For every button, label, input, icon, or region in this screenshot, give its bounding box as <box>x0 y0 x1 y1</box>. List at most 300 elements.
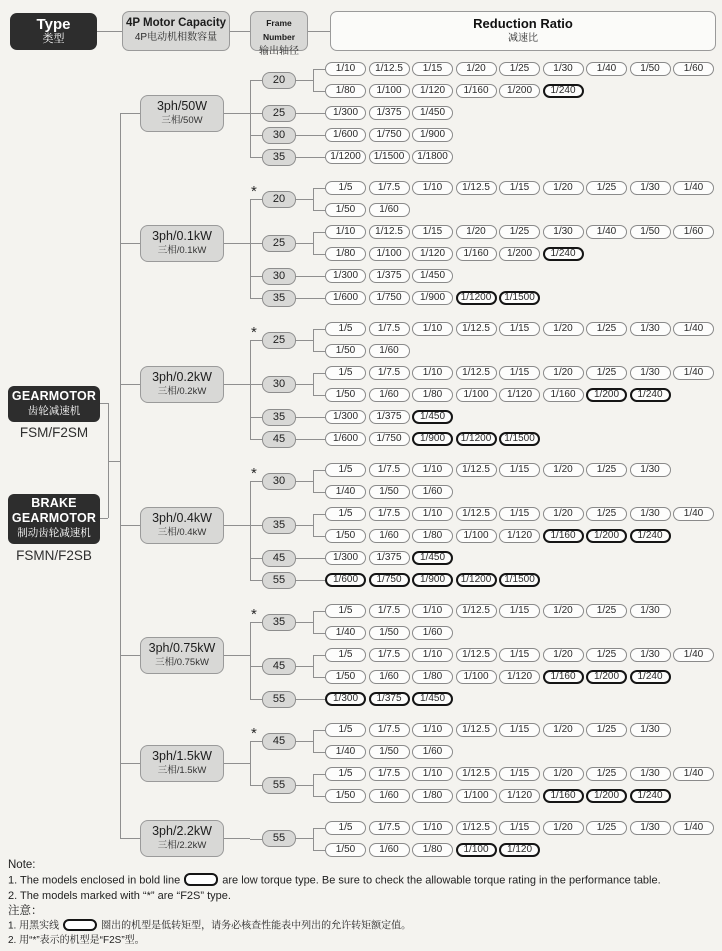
ratio-box: 1/25 <box>586 322 627 336</box>
motor-capacity-box <box>140 507 224 544</box>
frame-ratio-connector <box>296 558 313 559</box>
ratio-box: 1/60 <box>412 626 453 640</box>
ratio-box: 1/20 <box>543 723 584 737</box>
f2s-star-marker: * <box>251 724 257 742</box>
ratio-box: 1/300 <box>325 551 366 565</box>
type-header-label-zh: 类型 <box>42 33 65 45</box>
motor-frame-connector <box>224 763 250 764</box>
ratio-box: 1/7.5 <box>369 181 410 195</box>
motor-capacity-label-zh: 三相/0.4kW <box>157 526 207 538</box>
ratio-row <box>325 322 717 336</box>
ratio-box: 1/12.5 <box>456 322 497 336</box>
header-connector-line <box>230 31 250 32</box>
motor-capacity-label-zh: 三相/0.1kW <box>157 244 207 256</box>
ratio-box: 1/40 <box>673 507 714 521</box>
ratio-box: 1/60 <box>369 344 410 358</box>
ratio-box: 1/80 <box>412 843 453 857</box>
type-trunk-connector <box>108 461 120 462</box>
ratio-box: 1/12.5 <box>456 648 497 662</box>
ratio-box: 1/10 <box>412 463 453 477</box>
frame-ratio-connector <box>296 785 313 786</box>
ratio-box: 1/12.5 <box>456 821 497 835</box>
ratio-box: 1/80 <box>412 670 453 684</box>
ratio-box: 1/25 <box>586 507 627 521</box>
ratio-box: 1/450 <box>412 551 453 565</box>
ratio-box: 1/1500 <box>369 150 410 164</box>
motor-capacity-label: 3ph/0.4kW <box>152 510 212 525</box>
ratio-box: 1/7.5 <box>369 821 410 835</box>
frame-number-box: 25 <box>262 235 296 252</box>
ratio-rows <box>313 648 717 684</box>
ratio-box: 1/200 <box>586 388 627 402</box>
frame-cell <box>262 107 296 120</box>
frame-number-box: 30 <box>262 376 296 393</box>
frame-number-box: 35 <box>262 517 296 534</box>
ratio-rows <box>313 573 543 587</box>
ratio-box: 1/80 <box>325 247 366 261</box>
ratio-box: 1/10 <box>412 322 453 336</box>
frame-number-header-box <box>250 11 308 57</box>
frame-block <box>262 410 717 424</box>
ratio-box: 1/7.5 <box>369 463 410 477</box>
ratio-box: 1/300 <box>325 269 366 283</box>
ratio-box: 1/5 <box>325 648 366 662</box>
motor-group <box>120 604 722 706</box>
ratio-row <box>325 62 717 76</box>
motor-capacity-label: 3ph/0.75kW <box>148 640 216 655</box>
ratio-box: 1/750 <box>369 432 410 446</box>
ratio-box: 1/900 <box>412 432 453 446</box>
reduction-ratio-header-label: Reduction Ratio <box>473 16 573 31</box>
ratio-box: 1/5 <box>325 322 366 336</box>
motor-group <box>120 723 722 803</box>
ratio-box: 1/240 <box>630 388 671 402</box>
ratio-box: 1/15 <box>499 463 540 477</box>
notes <box>8 858 718 949</box>
frame-cell <box>262 378 296 391</box>
frame-block <box>251 463 717 499</box>
frame-ratio-connector <box>296 481 313 482</box>
ratio-box: 1/5 <box>325 366 366 380</box>
ratio-box: 1/60 <box>673 62 714 76</box>
frame-number-box: 20 <box>262 191 296 208</box>
ratio-box: 1/20 <box>543 507 584 521</box>
ratio-rows <box>313 225 717 261</box>
ratio-box: 1/450 <box>412 410 453 424</box>
ratio-box: 1/60 <box>369 789 410 803</box>
ratio-box: 1/80 <box>325 84 366 98</box>
gearmotor-model-names: FSM/F2SM <box>19 425 89 440</box>
ratio-rows <box>313 432 543 446</box>
ratio-box: 1/10 <box>412 648 453 662</box>
ratio-box: 1/60 <box>412 485 453 499</box>
frame-cell <box>262 292 296 305</box>
frame-ratio-connector <box>296 838 313 839</box>
motor-group <box>120 820 722 857</box>
trunk-tick-line <box>120 763 140 764</box>
frame-block <box>262 150 717 164</box>
frame-number-header-label-zh: 输出轴径 <box>259 46 299 57</box>
ratio-box: 1/15 <box>499 821 540 835</box>
frame-cell <box>251 605 296 629</box>
frame-ratio-connector <box>296 525 313 526</box>
frame-cell <box>251 323 296 347</box>
ratio-box: 1/60 <box>369 388 410 402</box>
ratio-box: 1/10 <box>325 62 366 76</box>
reduction-ratio-header-box <box>330 11 716 51</box>
frames-column <box>250 62 717 164</box>
ratio-row <box>325 692 456 706</box>
type-header-label: Type <box>36 16 71 33</box>
ratio-box: 1/160 <box>543 670 584 684</box>
trunk-tick-line <box>120 113 140 114</box>
ratio-row <box>325 463 673 477</box>
ratio-box: 1/375 <box>369 551 410 565</box>
ratio-box: 1/12.5 <box>369 62 410 76</box>
ratio-rows <box>313 366 717 402</box>
ratio-box: 1/120 <box>499 789 540 803</box>
frames-column <box>250 604 717 706</box>
motor-capacity-label: 3ph/0.2kW <box>152 369 212 384</box>
frame-number-box: 45 <box>262 550 296 567</box>
motor-capacity-label-zh: 三相/1.5kW <box>157 764 207 776</box>
frame-cell <box>262 779 296 792</box>
f2s-star-marker: * <box>251 605 257 623</box>
ratio-rows <box>313 410 456 424</box>
ratio-box: 1/25 <box>586 767 627 781</box>
ratio-box: 1/750 <box>369 291 410 305</box>
frame-number-box: 30 <box>262 268 296 285</box>
ratio-box: 1/25 <box>586 366 627 380</box>
ratio-box: 1/25 <box>586 604 627 618</box>
motor-capacity-label: 3ph/2.2kW <box>152 824 212 838</box>
frame-block <box>262 767 717 803</box>
ratio-box: 1/10 <box>412 723 453 737</box>
motor-frame-connector <box>224 113 250 114</box>
ratio-box: 1/20 <box>456 225 497 239</box>
ratio-box: 1/15 <box>499 648 540 662</box>
ratio-rows <box>313 269 456 283</box>
ratio-box: 1/12.5 <box>456 507 497 521</box>
ratio-box: 1/375 <box>369 269 410 283</box>
ratio-box: 1/160 <box>456 247 497 261</box>
frame-ratio-connector <box>296 384 313 385</box>
ratio-box: 1/100 <box>369 84 410 98</box>
ratio-box: 1/60 <box>369 529 410 543</box>
ratio-box: 1/100 <box>456 529 497 543</box>
ratio-box: 1/50 <box>369 485 410 499</box>
trunk-tick-line <box>120 838 140 839</box>
gearmotor-type-box <box>8 386 100 422</box>
ratio-box: 1/10 <box>412 181 453 195</box>
ratio-box: 1/40 <box>673 821 714 835</box>
ratio-box: 1/50 <box>630 62 671 76</box>
ratio-box: 1/160 <box>543 789 584 803</box>
frame-block <box>251 723 717 759</box>
ratio-box: 1/80 <box>412 388 453 402</box>
ratio-box: 1/10 <box>412 604 453 618</box>
frames-column <box>250 463 717 587</box>
frame-cell <box>251 724 296 748</box>
gearmotor-label: GEARMOTOR <box>11 389 97 403</box>
motor-capacity-label-zh: 三相/2.2kW <box>157 840 207 851</box>
frame-ratio-connector <box>296 276 313 277</box>
ratio-box: 1/7.5 <box>369 604 410 618</box>
frame-ratio-connector <box>296 580 313 581</box>
ratio-row <box>325 821 717 835</box>
ratio-box: 1/20 <box>543 767 584 781</box>
ratio-box: 1/12.5 <box>456 181 497 195</box>
ratio-row <box>325 181 717 195</box>
frame-number-box: 55 <box>262 777 296 794</box>
ratio-box: 1/20 <box>543 604 584 618</box>
ratio-box: 1/450 <box>412 269 453 283</box>
ratio-box: 1/30 <box>630 604 671 618</box>
frame-ratio-connector <box>296 80 313 81</box>
frame-block <box>262 366 717 402</box>
frame-block <box>251 322 717 358</box>
frame-ratio-connector <box>296 622 313 623</box>
ratio-box: 1/750 <box>369 573 410 587</box>
ratio-row <box>325 626 673 640</box>
ratio-box: 1/40 <box>586 225 627 239</box>
ratio-box: 1/30 <box>630 463 671 477</box>
ratio-box: 1/60 <box>673 225 714 239</box>
frame-ratio-connector <box>296 741 313 742</box>
ratio-box: 1/80 <box>412 789 453 803</box>
frame-number-box: 35 <box>262 149 296 166</box>
frame-ratio-connector <box>296 157 313 158</box>
ratio-box: 1/240 <box>630 789 671 803</box>
ratio-row <box>325 604 673 618</box>
ratio-row <box>325 843 717 857</box>
type-bracket-tick <box>100 518 108 519</box>
ratio-box: 1/1200 <box>456 573 497 587</box>
ratio-row <box>325 432 543 446</box>
note-title-zh: 注意： <box>8 904 43 917</box>
ratio-box: 1/40 <box>673 648 714 662</box>
frame-ratio-connector <box>296 666 313 667</box>
motor-group <box>120 181 722 305</box>
frame-block <box>262 648 717 684</box>
motor-capacity-label: 3ph/50W <box>156 98 208 113</box>
ratio-box: 1/30 <box>630 648 671 662</box>
ratio-box: 1/200 <box>499 247 540 261</box>
ratio-box: 1/30 <box>543 225 584 239</box>
frame-cell <box>262 151 296 164</box>
ratio-row <box>325 128 456 142</box>
ratio-box: 1/40 <box>325 485 366 499</box>
frame-cell <box>262 574 296 587</box>
ratio-box: 1/30 <box>630 366 671 380</box>
frames-column <box>250 322 717 446</box>
note-zh-2: 2. 用“*”表示的机型是“F2S”型。 <box>8 935 145 947</box>
frame-cell <box>262 74 296 87</box>
ratio-box: 1/200 <box>586 529 627 543</box>
ratio-box: 1/20 <box>543 463 584 477</box>
ratio-row <box>325 150 456 164</box>
ratio-box: 1/5 <box>325 507 366 521</box>
frame-block <box>262 291 717 305</box>
trunk-tick-line <box>120 384 140 385</box>
ratio-box: 1/120 <box>412 84 453 98</box>
ratio-box: 1/450 <box>412 106 453 120</box>
frame-ratio-connector <box>296 199 313 200</box>
ratio-box: 1/40 <box>325 626 366 640</box>
motor-capacity-box <box>140 366 224 403</box>
reduction-ratio-header-label-zh: 减速比 <box>508 33 538 44</box>
ratio-row <box>325 344 717 358</box>
ratio-box: 1/1200 <box>325 150 366 164</box>
selection-tree <box>120 62 722 857</box>
ratio-box: 1/25 <box>499 62 540 76</box>
ratio-row <box>325 529 717 543</box>
frame-cell <box>251 464 296 488</box>
ratio-box: 1/30 <box>630 723 671 737</box>
frame-block <box>262 62 717 98</box>
ratio-box: 1/30 <box>630 767 671 781</box>
ratio-row <box>325 551 456 565</box>
motor-frame-connector <box>224 525 250 526</box>
frames-column <box>250 181 717 305</box>
ratio-rows <box>313 463 673 499</box>
ratio-row <box>325 84 717 98</box>
ratio-row <box>325 410 456 424</box>
motor-group <box>120 62 722 164</box>
ratio-box: 1/15 <box>499 604 540 618</box>
frame-block <box>262 573 717 587</box>
ratio-box: 1/5 <box>325 767 366 781</box>
motor-group <box>120 463 722 587</box>
ratio-box: 1/30 <box>630 181 671 195</box>
ratio-box: 1/40 <box>325 745 366 759</box>
frame-cell <box>251 182 296 206</box>
ratio-box: 1/20 <box>543 322 584 336</box>
ratio-box: 1/25 <box>586 463 627 477</box>
ratio-box: 1/7.5 <box>369 507 410 521</box>
ratio-box: 1/375 <box>369 106 410 120</box>
ratio-box: 1/900 <box>412 128 453 142</box>
ratio-box: 1/240 <box>630 670 671 684</box>
ratio-box: 1/200 <box>586 789 627 803</box>
ratio-box: 1/30 <box>630 322 671 336</box>
ratio-box: 1/100 <box>369 247 410 261</box>
ratio-box: 1/1800 <box>412 150 453 164</box>
ratio-box: 1/50 <box>630 225 671 239</box>
ratio-rows <box>313 62 717 98</box>
ratio-box: 1/7.5 <box>369 322 410 336</box>
ratio-row <box>325 648 717 662</box>
ratio-box: 1/200 <box>586 670 627 684</box>
ratio-rows <box>313 507 717 543</box>
low-torque-sample-box <box>184 873 218 886</box>
ratio-row <box>325 225 717 239</box>
ratio-box: 1/120 <box>499 388 540 402</box>
ratio-box: 1/12.5 <box>456 463 497 477</box>
frame-block <box>262 128 717 142</box>
ratio-box: 1/120 <box>412 247 453 261</box>
ratio-box: 1/50 <box>325 670 366 684</box>
ratio-row <box>325 745 673 759</box>
ratio-box: 1/600 <box>325 291 366 305</box>
ratio-rows <box>313 692 456 706</box>
ratio-box: 1/240 <box>630 529 671 543</box>
ratio-box: 1/10 <box>325 225 366 239</box>
ratio-box: 1/40 <box>673 181 714 195</box>
ratio-row <box>325 789 717 803</box>
ratio-rows <box>313 723 673 759</box>
ratio-box: 1/600 <box>325 573 366 587</box>
frame-number-box: 20 <box>262 72 296 89</box>
ratio-box: 1/25 <box>586 648 627 662</box>
trunk-tick-line <box>120 525 140 526</box>
ratio-box: 1/20 <box>543 821 584 835</box>
ratio-box: 1/7.5 <box>369 648 410 662</box>
frame-block <box>262 269 717 283</box>
ratio-row <box>325 291 543 305</box>
frame-number-box: 45 <box>262 431 296 448</box>
frame-cell <box>262 693 296 706</box>
frame-number-box: 30 <box>262 473 296 490</box>
frame-block <box>262 225 717 261</box>
ratio-box: 1/1200 <box>456 291 497 305</box>
ratio-box: 1/600 <box>325 432 366 446</box>
frame-block <box>262 432 717 446</box>
ratio-row <box>325 366 717 380</box>
note-en-2: 2. The models marked with “*” are “F2S” type. <box>8 889 231 902</box>
ratio-box: 1/30 <box>630 821 671 835</box>
motor-capacity-label: 3ph/1.5kW <box>152 748 212 763</box>
ratio-box: 1/50 <box>325 203 366 217</box>
motor-capacity-box <box>140 225 224 262</box>
motor-capacity-box <box>140 95 224 132</box>
ratio-box: 1/25 <box>586 723 627 737</box>
ratio-rows <box>313 604 673 640</box>
ratio-box: 1/20 <box>543 366 584 380</box>
frame-block <box>262 821 717 857</box>
ratio-box: 1/300 <box>325 692 366 706</box>
motor-capacity-label-zh: 三相/50W <box>161 114 203 126</box>
motor-frame-connector <box>224 838 250 839</box>
frames-column <box>250 723 717 803</box>
ratio-box: 1/60 <box>412 745 453 759</box>
ratio-box: 1/7.5 <box>369 366 410 380</box>
motor-frame-connector <box>224 655 250 656</box>
ratio-row <box>325 723 673 737</box>
ratio-box: 1/1500 <box>499 291 540 305</box>
ratio-box: 1/5 <box>325 723 366 737</box>
note-zh-1: 1. 用黑实线 圈出的机型是低转矩型，请务必核查性能表中列出的允许转矩额定值。 <box>8 920 412 932</box>
ratio-box: 1/50 <box>325 789 366 803</box>
ratio-box: 1/30 <box>543 62 584 76</box>
ratio-box: 1/5 <box>325 181 366 195</box>
ratio-box: 1/80 <box>412 529 453 543</box>
ratio-box: 1/12.5 <box>369 225 410 239</box>
ratio-box: 1/5 <box>325 463 366 477</box>
frame-number-box: 25 <box>262 332 296 349</box>
motor-capacity-label: 3ph/0.1kW <box>152 228 212 243</box>
ratio-box: 1/375 <box>369 410 410 424</box>
ratio-box: 1/240 <box>543 84 584 98</box>
ratio-box: 1/375 <box>369 692 410 706</box>
motor-capacity-header-label: 4P Motor Capacity <box>125 17 227 29</box>
motor-capacity-box <box>140 745 224 782</box>
frame-ratio-connector <box>296 340 313 341</box>
ratio-box: 1/100 <box>456 388 497 402</box>
frame-number-box: 55 <box>262 691 296 708</box>
frame-cell <box>262 411 296 424</box>
ratio-box: 1/600 <box>325 128 366 142</box>
